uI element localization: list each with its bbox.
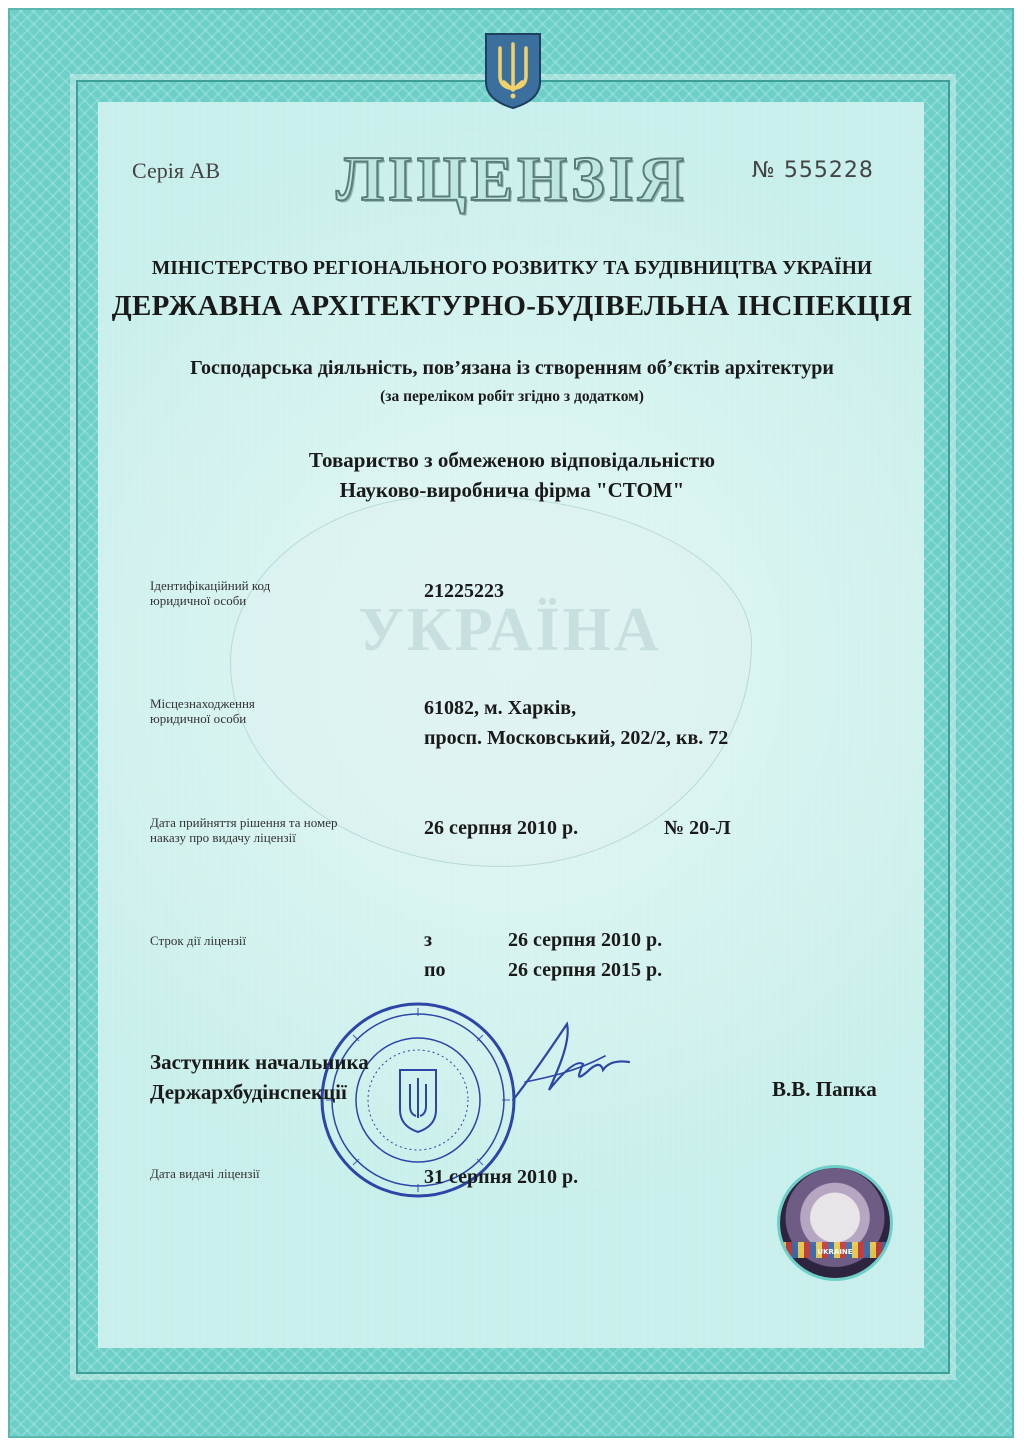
- id-code-value: 21225223: [424, 580, 504, 602]
- location-value-line1: 61082, м. Харків,: [424, 697, 577, 719]
- security-hologram: [780, 1168, 890, 1278]
- term-from-date: 26 серпня 2010 р.: [508, 929, 663, 951]
- issue-date-value: 31 серпня 2010 р.: [424, 1166, 579, 1188]
- license-number: № 555228: [752, 158, 874, 183]
- location-label: Місцезнаходження юридичної особи: [150, 696, 255, 726]
- activity-description: Господарська діяльність, пов’язана із створенням об’єктів архітектури: [190, 357, 834, 379]
- location-value-line2: просп. Московський, 202/2, кв. 72: [424, 727, 729, 749]
- company-legal-form: Товариство з обмеженою відповідальністю: [308, 448, 716, 472]
- license-title: ЛІЦЕНЗІЯ: [336, 143, 688, 214]
- hologram-text: UKRAINE: [817, 1248, 853, 1256]
- term-to-date: 26 серпня 2015 р.: [508, 959, 663, 981]
- term-label: Строк дії ліцензії: [150, 933, 247, 948]
- decision-date: 26 серпня 2010 р.: [424, 817, 579, 839]
- handwritten-signature: [505, 1012, 635, 1112]
- license-series: Серія АВ: [132, 158, 220, 183]
- id-code-label: Ідентифікаційний код юридичної особи: [150, 578, 271, 608]
- signatory-position: Заступник начальника Держархбудінспекції: [150, 1050, 369, 1104]
- ministry-name: МІНІСТЕРСТВО РЕГІОНАЛЬНОГО РОЗВИТКУ ТА БУДІВНИЦТВА УКРАЇНИ: [151, 258, 873, 279]
- activity-note: (за переліком робіт згідно з додатком): [380, 388, 644, 405]
- company-name: Науково-виробнича фірма "СТОМ": [339, 478, 685, 502]
- order-number: № 20-Л: [664, 817, 731, 839]
- issue-date-label: Дата видачі ліцензії: [150, 1166, 260, 1181]
- trident-emblem-icon: [482, 30, 544, 110]
- inspection-name: ДЕРЖАВНА АРХІТЕКТУРНО-БУДІВЕЛЬНА ІНСПЕКЦІЯ: [111, 290, 913, 322]
- signatory-name: В.В. Папка: [772, 1077, 877, 1101]
- term-from-word: з: [424, 929, 433, 951]
- map-watermark-text: УКРАЇНА: [358, 596, 662, 664]
- decision-label: Дата прийняття рішення та номер наказу про видачу ліцензії: [150, 815, 338, 845]
- term-to-word: по: [424, 959, 446, 981]
